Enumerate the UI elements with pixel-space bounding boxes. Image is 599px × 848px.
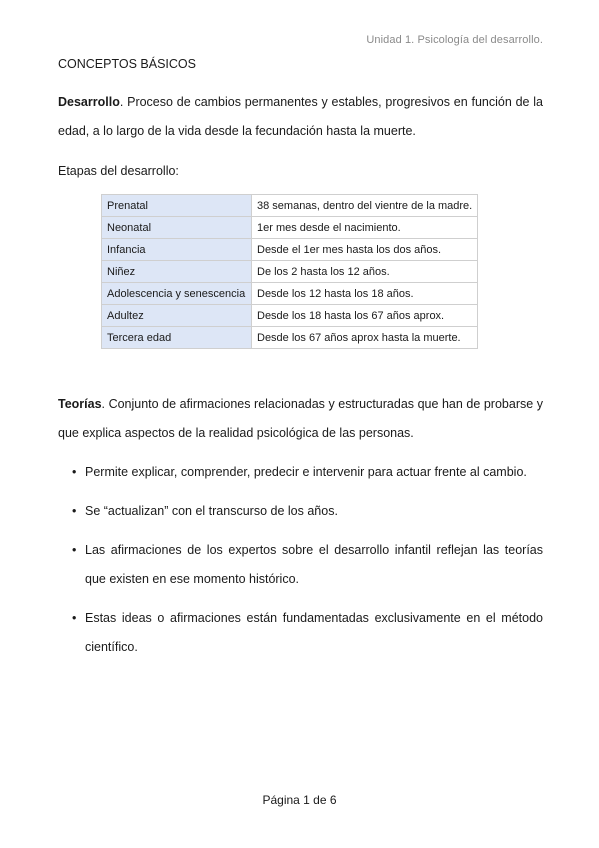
stage-description-cell: Desde los 18 hasta los 67 años aprox. — [252, 305, 478, 327]
table-row — [102, 305, 478, 327]
stage-description-cell: 38 semanas, dentro del vientre de la madre. — [252, 195, 478, 217]
stage-name-cell: Niñez — [102, 261, 252, 283]
teorias-term: Teorías — [58, 397, 102, 411]
stage-name-cell: Adultez — [102, 305, 252, 327]
desarrollo-definition: . Proceso de cambios permanentes y estables, progresivos en función de la edad, a lo largo de la vida desde la fecundación hasta la muerte. — [58, 95, 543, 138]
stage-description-cell: Desde los 12 hasta los 18 años. — [252, 283, 478, 305]
stage-name-cell: Infancia — [102, 239, 252, 261]
list-item — [72, 536, 543, 594]
teorias-definition: . Conjunto de afirmaciones relacionadas y estructuradas que han de probarse y que explica aspectos de la realidad psicológica de las personas. — [58, 397, 543, 440]
list-item-text: Permite explicar, comprender, predecir e intervenir para actuar frente al cambio. — [85, 465, 527, 479]
teorias-paragraph — [58, 390, 543, 448]
table-row — [102, 327, 478, 349]
table-row — [102, 195, 478, 217]
list-item — [72, 458, 543, 487]
table-row — [102, 283, 478, 305]
theories-bullet-list — [72, 458, 543, 662]
stage-description-cell: Desde los 67 años aprox hasta la muerte. — [252, 327, 478, 349]
stage-name-cell: Tercera edad — [102, 327, 252, 349]
stage-description-cell: Desde el 1er mes hasta los dos años. — [252, 239, 478, 261]
stage-name-cell: Neonatal — [102, 217, 252, 239]
bullet-icon: • — [72, 543, 77, 557]
table-row — [102, 239, 478, 261]
stages-table — [101, 194, 478, 349]
bullet-icon: • — [72, 465, 77, 479]
table-row — [102, 261, 478, 283]
list-item — [72, 604, 543, 662]
desarrollo-paragraph — [58, 88, 543, 146]
desarrollo-term: Desarrollo — [58, 95, 120, 109]
list-item-text: Estas ideas o afirmaciones están fundamentadas exclusivamente en el método científico. — [85, 611, 543, 654]
page-header: Unidad 1. Psicología del desarrollo. — [366, 34, 543, 46]
stage-description-cell: De los 2 hasta los 12 años. — [252, 261, 478, 283]
table-row — [102, 217, 478, 239]
bullet-icon: • — [72, 504, 77, 518]
list-item-text: Las afirmaciones de los expertos sobre el desarrollo infantil reflejan las teorías que existen en ese momento histórico. — [85, 543, 543, 586]
stage-description-cell: 1er mes desde el nacimiento. — [252, 217, 478, 239]
bullet-icon: • — [72, 611, 77, 625]
stage-name-cell: Prenatal — [102, 195, 252, 217]
page-footer: Página 1 de 6 — [262, 793, 337, 807]
list-item — [72, 497, 543, 526]
stage-name-cell: Adolescencia y senescencia — [102, 283, 252, 305]
section-title: CONCEPTOS BÁSICOS — [58, 57, 196, 71]
list-item-text: Se “actualizan” con el transcurso de los años. — [85, 504, 338, 518]
etapas-label: Etapas del desarrollo: — [58, 164, 179, 178]
